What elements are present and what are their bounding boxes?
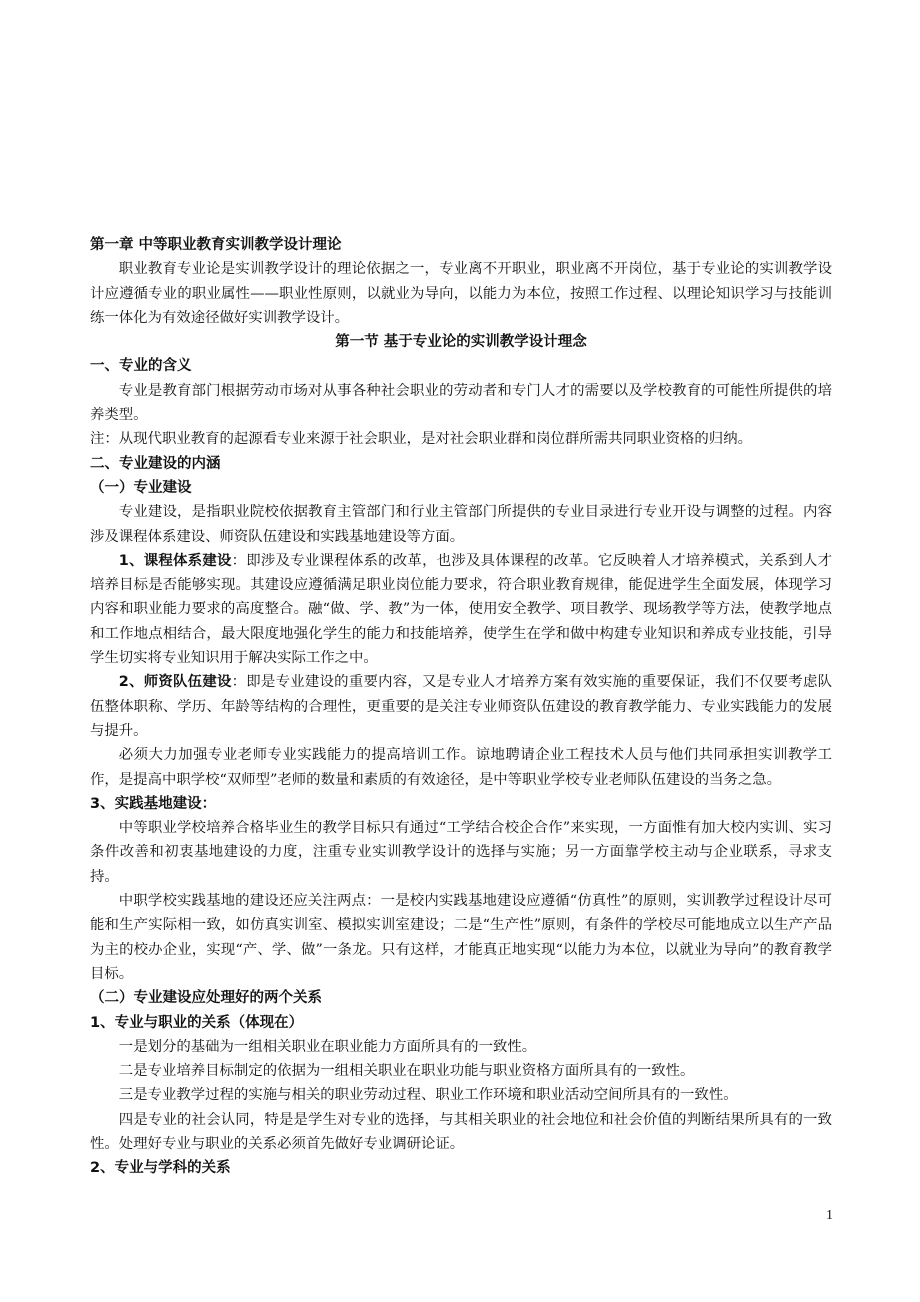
paragraph-teacher-training: 必须大力加强专业老师专业实践能力的提高培训工作。谅地聘请企业工程技术人员与他们共同承担实训教学工作，是提高中职学校“双师型”老师的数量和素质的有效途径，是中等职业学校专业老师队伍建设的当务之急。 <box>90 747 832 788</box>
paragraph-note: 注：从现代职业教育的起源看专业来源于社会职业，是对社会职业群和岗位群所需共同职业资格的归纳。 <box>90 431 752 448</box>
section-title: 第一节 基于专业论的实训教学设计理念 <box>335 334 587 351</box>
heading-practice-base: 3、实践基地建设： <box>90 795 217 812</box>
text-curriculum: ：即涉及专业课程体系的改革，也涉及具体课程的改革。它反映着人才培养模式，关系到人才培养目标是否能够实现。其建设应遵循满足职业岗位能力要求，符合职业教育规律，能促进学生全面发展，体现学习内容和职业能力要求的高度整合。融“做、学、教”为一体，使用安全教学、项目教学、现场教学等方法，使教学地点和工作地点相结合，最大限度地强化学生的能力和技能培养，使学生在学和做中构建专业知识和养成专业技能，引导学生切实将专业知识用于解决实际工作之中。 <box>90 552 832 667</box>
heading-relation-occupation: 1、专业与职业的关系（体现在） <box>90 1014 304 1031</box>
paragraph-meaning: 专业是教育部门根据劳动市场对从事各种社会职业的劳动者和专门人才的需要以及学校教育的可能性所提供的培养类型。 <box>90 382 832 424</box>
paragraph-relation-4: 四是专业的社会认同，特是是学生对专业的选择，与其相关职业的社会地位和社会价值的判断结果所具有的一致性。处理好专业与职业的关系必须首先做好专业调研论证。 <box>90 1111 832 1152</box>
paragraph-relation-1: 一是划分的基础为一组相关职业在职业能力方面所具有的一致性。 <box>118 1038 537 1055</box>
paragraph-base-2: 中职学校实践基地的建设还应关注两点：一是校内实践基地建设应遵循“仿真性”的原则，实训教学过程设计尽可能和生产实际相一致，如仿真实训室、模拟实训室建设；二是“生产性”原则，有条件的学校尽可能地成立以生产产品为主的校办企业，实现“产、学、做”一条龙。只有这样，才能真正地实现“以能力为本位，以就业为导向”的教育教学目标。 <box>90 893 832 982</box>
chapter-intro: 职业教育专业论是实训教学设计的理论依据之一，专业离不开职业，职业离不开岗位，基于专业论的实训教学设计应遵循专业的职业属性——职业性原则，以就业为导向，以能力为本位，按照工作过程、以理论知识学习与技能训练一体化为有效途径做好实训教学设计。 <box>90 261 832 326</box>
text-faculty: ：即是专业建设的重要内容，又是专业人才培养方案有效实施的重要保证，我们不仅要考虑队伍整体职称、学历、年龄等结构的合理性，更重要的是关注专业师资队伍建设的教育教学能力、专业实践能力的发展与提升。 <box>90 674 832 739</box>
paragraph-building: 专业建设，是指职业院校依据教育主管部门和行业主管部门所提供的专业目录进行专业开设与调整的过程。内容涉及课程体系建设、师资队伍建设和实践基地建设等方面。 <box>90 504 832 545</box>
label-faculty: 2、师资队伍建设 <box>118 674 232 691</box>
heading-professional-building: （一）专业建设 <box>90 479 192 496</box>
heading-meaning: 一、专业的含义 <box>90 358 192 375</box>
page-number: 1 <box>826 1208 833 1223</box>
chapter-title: 第一章 中等职业教育实训教学设计理论 <box>90 237 342 253</box>
paragraph-relation-3: 三是专业教学过程的实施与相关的职业劳动过程、职业工作环境和职业活动空间所具有的一致性。 <box>118 1087 738 1104</box>
paragraph-relation-2: 二是专业培养目标制定的依据为一组相关职业在职业功能与职业资格方面所具有的一致性。 <box>118 1063 695 1080</box>
paragraph-curriculum <box>90 549 832 670</box>
paragraph-base-1: 中等职业学校培养合格毕业生的教学目标只有通过“工学结合校企合作”来实现，一方面惟有加大校内实训、实习条件改善和初衷基地建设的力度，注重专业实训教学设计的选择与实施；另一方面靠学校主动与企业联系，寻求支持。 <box>90 820 832 885</box>
document-body <box>90 233 832 1181</box>
label-curriculum: 1、课程体系建设 <box>118 552 232 569</box>
paragraph-faculty <box>90 670 832 743</box>
heading-connotation: 二、专业建设的内涵 <box>90 455 221 472</box>
heading-two-relations: （二）专业建设应处理好的两个关系 <box>90 990 322 1007</box>
heading-relation-discipline: 2、专业与学科的关系 <box>90 1160 231 1177</box>
